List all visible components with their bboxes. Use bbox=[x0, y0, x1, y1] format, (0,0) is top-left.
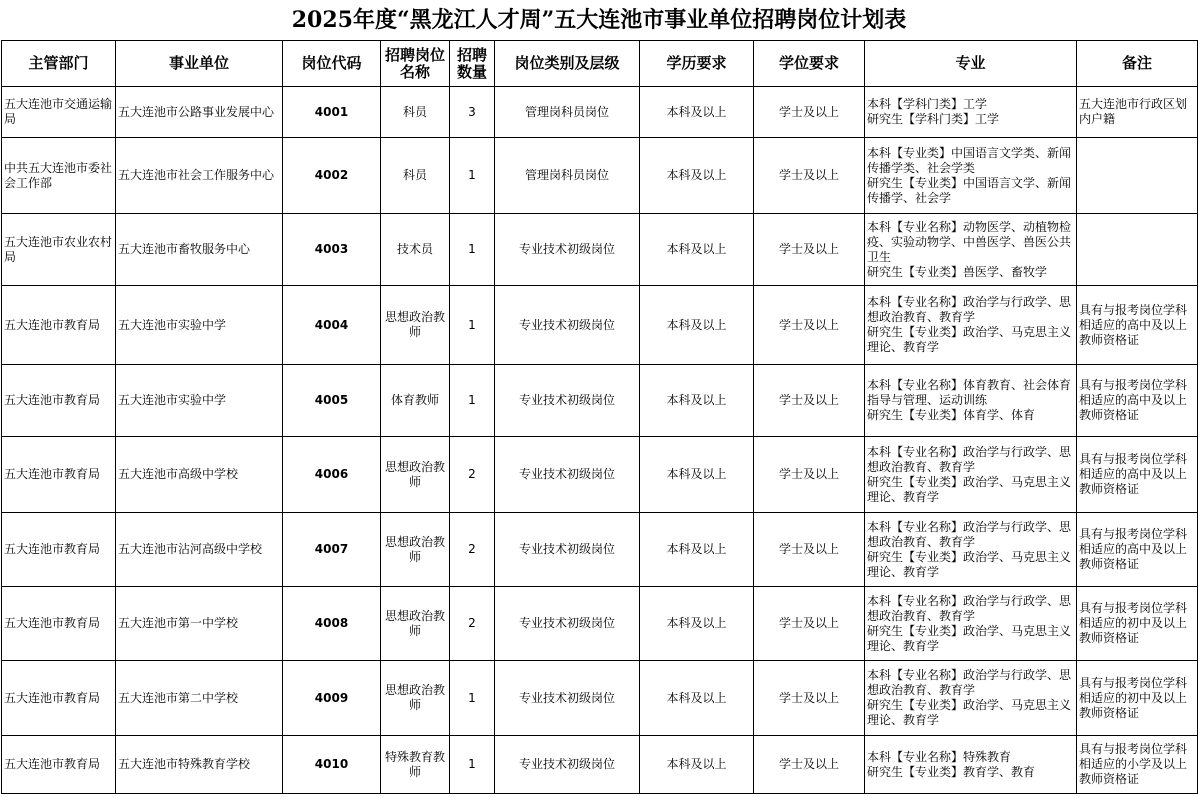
header-row bbox=[2, 41, 1198, 87]
major-line: 研究生【专业类】政治学、马克思主义理论、教育学 bbox=[867, 474, 1072, 504]
unit-cell: 五大连池市社会工作服务中心 bbox=[116, 138, 283, 214]
major-line: 研究生【专业类】体育学、体育 bbox=[867, 408, 1036, 422]
category-cell: 专业技术初级岗位 bbox=[495, 513, 640, 587]
degree-cell: 学士及以上 bbox=[754, 87, 865, 138]
education-cell: 本科及以上 bbox=[640, 365, 754, 437]
count-cell: 1 bbox=[450, 661, 495, 736]
code-cell: 4001 bbox=[283, 87, 381, 138]
count-cell: 1 bbox=[450, 365, 495, 437]
page-title: 2025年度“黑龙江人才周”五大连池市事业单位招聘岗位计划表 bbox=[291, 7, 907, 33]
table-row bbox=[2, 736, 1198, 794]
note-cell: 具有与报考岗位学科相适应的初中及以上教师资格证 bbox=[1077, 587, 1198, 661]
category-cell: 管理岗科员岗位 bbox=[495, 87, 640, 138]
table-row bbox=[2, 437, 1198, 513]
unit-cell: 五大连池市沾河高级中学校 bbox=[116, 513, 283, 587]
dept-cell: 五大连池市教育局 bbox=[2, 587, 116, 661]
count-cell: 2 bbox=[450, 437, 495, 513]
header-cell: 学位要求 bbox=[754, 41, 865, 87]
degree-cell: 学士及以上 bbox=[754, 214, 865, 286]
code-cell: 4009 bbox=[283, 661, 381, 736]
major-line: 本科【专业名称】政治学与行政学、思想政治教育、教育学 bbox=[867, 593, 1072, 623]
header-cell: 岗位类别及层级 bbox=[495, 41, 640, 87]
major-line: 研究生【专业类】政治学、马克思主义理论、教育学 bbox=[867, 325, 1072, 354]
major-line: 研究生【专业类】兽医学、畜牧学 bbox=[867, 264, 1048, 279]
table-row bbox=[2, 87, 1198, 138]
unit-cell: 五大连池市第二中学校 bbox=[116, 661, 283, 736]
education-cell: 本科及以上 bbox=[640, 87, 754, 138]
table-row bbox=[2, 365, 1198, 437]
major-line: 本科【学科门类】工学 bbox=[867, 97, 988, 111]
education-cell: 本科及以上 bbox=[640, 513, 754, 587]
dept-cell: 五大连池市教育局 bbox=[2, 736, 116, 794]
count-cell: 1 bbox=[450, 214, 495, 286]
count-cell: 2 bbox=[450, 587, 495, 661]
count-cell: 3 bbox=[450, 87, 495, 138]
code-cell: 4007 bbox=[283, 513, 381, 587]
major-line: 研究生【专业类】教育学、教育 bbox=[867, 764, 1036, 779]
education-cell: 本科及以上 bbox=[640, 437, 754, 513]
major-line: 研究生【专业类】政治学、马克思主义理论、教育学 bbox=[867, 549, 1072, 579]
major-cell bbox=[865, 736, 1077, 794]
category-cell: 专业技术初级岗位 bbox=[495, 214, 640, 286]
category-cell: 专业技术初级岗位 bbox=[495, 736, 640, 794]
note-cell: 具有与报考岗位学科相适应的高中及以上教师资格证 bbox=[1077, 365, 1198, 437]
major-cell bbox=[865, 87, 1077, 138]
major-cell bbox=[865, 286, 1077, 365]
post-cell: 思想政治教师 bbox=[381, 286, 450, 365]
table-row bbox=[2, 286, 1198, 365]
dept-cell: 五大连池市教育局 bbox=[2, 513, 116, 587]
unit-cell: 五大连池市实验中学 bbox=[116, 286, 283, 365]
major-cell bbox=[865, 138, 1077, 214]
code-cell: 4003 bbox=[283, 214, 381, 286]
degree-cell: 学士及以上 bbox=[754, 437, 865, 513]
major-line: 本科【专业名称】政治学与行政学、思想政治教育、教育学 bbox=[867, 668, 1072, 697]
recruitment-table bbox=[1, 40, 1198, 794]
header-cell: 招聘数量 bbox=[450, 41, 495, 87]
major-cell bbox=[865, 214, 1077, 286]
major-line: 研究生【专业类】中国语言文学、新闻传播学、社会学 bbox=[867, 175, 1072, 205]
major-cell bbox=[865, 365, 1077, 437]
post-cell: 思想政治教师 bbox=[381, 661, 450, 736]
category-cell: 专业技术初级岗位 bbox=[495, 437, 640, 513]
code-cell: 4010 bbox=[283, 736, 381, 794]
category-cell: 专业技术初级岗位 bbox=[495, 587, 640, 661]
note-cell: 五大连池市行政区划内户籍 bbox=[1077, 87, 1198, 138]
code-cell: 4008 bbox=[283, 587, 381, 661]
major-line: 研究生【学科门类】工学 bbox=[867, 112, 1000, 126]
header-cell: 岗位代码 bbox=[283, 41, 381, 87]
education-cell: 本科及以上 bbox=[640, 661, 754, 736]
post-cell: 思想政治教师 bbox=[381, 587, 450, 661]
major-line: 研究生【专业类】政治学、马克思主义理论、教育学 bbox=[867, 698, 1072, 727]
education-cell: 本科及以上 bbox=[640, 736, 754, 794]
education-cell: 本科及以上 bbox=[640, 587, 754, 661]
code-cell: 4002 bbox=[283, 138, 381, 214]
code-cell: 4005 bbox=[283, 365, 381, 437]
code-cell: 4006 bbox=[283, 437, 381, 513]
count-cell: 1 bbox=[450, 736, 495, 794]
post-cell: 思想政治教师 bbox=[381, 513, 450, 587]
unit-cell: 五大连池市特殊教育学校 bbox=[116, 736, 283, 794]
education-cell: 本科及以上 bbox=[640, 286, 754, 365]
education-cell: 本科及以上 bbox=[640, 138, 754, 214]
major-line: 本科【专业名称】政治学与行政学、思想政治教育、教育学 bbox=[867, 444, 1072, 474]
degree-cell: 学士及以上 bbox=[754, 587, 865, 661]
degree-cell: 学士及以上 bbox=[754, 736, 865, 794]
count-cell: 1 bbox=[450, 286, 495, 365]
degree-cell: 学士及以上 bbox=[754, 365, 865, 437]
unit-cell: 五大连池市公路事业发展中心 bbox=[116, 87, 283, 138]
unit-cell: 五大连池市高级中学校 bbox=[116, 437, 283, 513]
table-row bbox=[2, 661, 1198, 736]
table-row bbox=[2, 138, 1198, 214]
note-cell: 具有与报考岗位学科相适应的高中及以上教师资格证 bbox=[1077, 437, 1198, 513]
major-line: 本科【专业名称】政治学与行政学、思想政治教育、教育学 bbox=[867, 295, 1072, 324]
header-cell: 事业单位 bbox=[116, 41, 283, 87]
dept-cell: 五大连池市教育局 bbox=[2, 437, 116, 513]
major-line: 本科【专业类】中国语言文学类、新闻传播学类、社会学类 bbox=[867, 145, 1072, 175]
category-cell: 专业技术初级岗位 bbox=[495, 365, 640, 437]
major-cell bbox=[865, 437, 1077, 513]
table-row bbox=[2, 587, 1198, 661]
category-cell: 专业技术初级岗位 bbox=[495, 286, 640, 365]
note-cell: 具有与报考岗位学科相适应的小学及以上教师资格证 bbox=[1077, 736, 1198, 794]
degree-cell: 学士及以上 bbox=[754, 138, 865, 214]
major-line: 本科【专业名称】体育教育、社会体育指导与管理、运动训练 bbox=[867, 378, 1072, 407]
major-line: 本科【专业名称】特殊教育 bbox=[867, 749, 1012, 764]
dept-cell: 五大连池市教育局 bbox=[2, 365, 116, 437]
dept-cell: 中共五大连池市委社会工作部 bbox=[2, 138, 116, 214]
degree-cell: 学士及以上 bbox=[754, 286, 865, 365]
education-cell: 本科及以上 bbox=[640, 214, 754, 286]
major-cell bbox=[865, 661, 1077, 736]
note-cell: 具有与报考岗位学科相适应的初中及以上教师资格证 bbox=[1077, 661, 1198, 736]
dept-cell: 五大连池市教育局 bbox=[2, 661, 116, 736]
count-cell: 2 bbox=[450, 513, 495, 587]
category-cell: 管理岗科员岗位 bbox=[495, 138, 640, 214]
post-cell: 技术员 bbox=[381, 214, 450, 286]
post-cell: 科员 bbox=[381, 138, 450, 214]
major-line: 本科【专业名称】政治学与行政学、思想政治教育、教育学 bbox=[867, 519, 1072, 549]
header-cell: 招聘岗位名称 bbox=[381, 41, 450, 87]
note-cell bbox=[1077, 214, 1198, 286]
note-cell: 具有与报考岗位学科相适应的高中及以上教师资格证 bbox=[1077, 286, 1198, 365]
dept-cell: 五大连池市交通运输局 bbox=[2, 87, 116, 138]
count-cell: 1 bbox=[450, 138, 495, 214]
dept-cell: 五大连池市农业农村局 bbox=[2, 214, 116, 286]
note-cell bbox=[1077, 138, 1198, 214]
header-cell: 备注 bbox=[1077, 41, 1198, 87]
header-cell: 专业 bbox=[865, 41, 1077, 87]
post-cell: 思想政治教师 bbox=[381, 437, 450, 513]
post-cell: 体育教师 bbox=[381, 365, 450, 437]
header-cell: 主管部门 bbox=[2, 41, 116, 87]
major-cell bbox=[865, 587, 1077, 661]
major-cell bbox=[865, 513, 1077, 587]
header-cell: 学历要求 bbox=[640, 41, 754, 87]
post-cell: 特殊教育教师 bbox=[381, 736, 450, 794]
table-row bbox=[2, 513, 1198, 587]
unit-cell: 五大连池市畜牧服务中心 bbox=[116, 214, 283, 286]
unit-cell: 五大连池市第一中学校 bbox=[116, 587, 283, 661]
category-cell: 专业技术初级岗位 bbox=[495, 661, 640, 736]
major-line: 研究生【专业类】政治学、马克思主义理论、教育学 bbox=[867, 623, 1072, 653]
degree-cell: 学士及以上 bbox=[754, 513, 865, 587]
table-row bbox=[2, 214, 1198, 286]
post-cell: 科员 bbox=[381, 87, 450, 138]
code-cell: 4004 bbox=[283, 286, 381, 365]
degree-cell: 学士及以上 bbox=[754, 661, 865, 736]
dept-cell: 五大连池市教育局 bbox=[2, 286, 116, 365]
unit-cell: 五大连池市实验中学 bbox=[116, 365, 283, 437]
major-line: 本科【专业名称】动物医学、动植物检疫、实验动物学、中兽医学、兽医公共卫生 bbox=[867, 219, 1072, 264]
note-cell: 具有与报考岗位学科相适应的高中及以上教师资格证 bbox=[1077, 513, 1198, 587]
